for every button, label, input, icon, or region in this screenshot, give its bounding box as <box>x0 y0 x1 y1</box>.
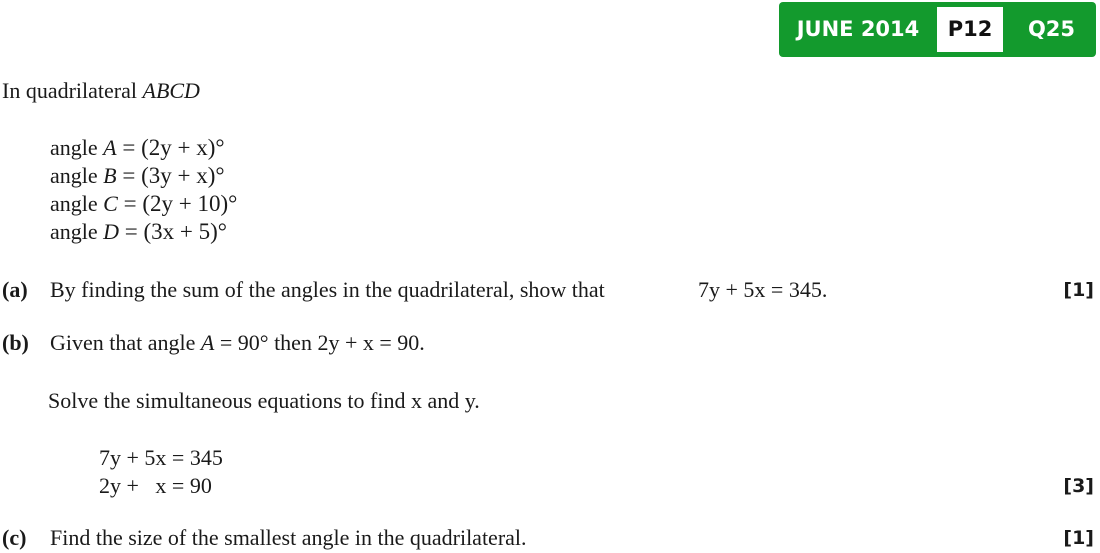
part-b-equation-1: 7y + 5x = 345 <box>99 445 223 470</box>
intro-prefix: In quadrilateral <box>2 78 143 103</box>
part-b-instruction: Solve the simultaneous equations to find x and y. <box>48 388 480 413</box>
angle-vertex: C <box>103 191 118 216</box>
part-b-condition: = 90° then 2y + x = 90. <box>214 330 425 355</box>
angle-expression: = (3x + 5)° <box>119 219 228 244</box>
angle-expression: = (2y + x)° <box>116 135 225 160</box>
part-c-label: (c) <box>2 525 27 550</box>
part-b-vertex: A <box>200 330 215 355</box>
angle-label: angle <box>50 135 104 160</box>
angle-row-b <box>50 163 225 189</box>
intro-text <box>2 78 200 104</box>
part-b-given-text: Given that angle <box>50 330 201 355</box>
angle-expression: = (3y + x)° <box>116 163 225 188</box>
intro-shape-name: ABCD <box>142 78 200 103</box>
angle-expression: = (2y + 10)° <box>117 191 238 216</box>
angle-label: angle <box>50 163 104 188</box>
part-b-given <box>50 330 425 356</box>
part-c-marks: [1] <box>1063 527 1094 549</box>
part-c-text: Find the size of the smallest angle in the quadrilateral. <box>50 525 527 550</box>
exam-date-label: JUNE 2014 <box>796 17 920 41</box>
part-b-equation-2: 2y + x = 90 <box>99 473 212 498</box>
angle-row-d <box>50 219 227 245</box>
angle-row-c <box>50 191 237 217</box>
paper-number-label: P12 <box>937 7 1003 52</box>
question-number-label: Q25 <box>1027 17 1076 41</box>
question-reference-badge <box>779 2 1096 57</box>
angle-row-a <box>50 135 225 161</box>
angle-label: angle <box>50 191 104 216</box>
angle-vertex: D <box>103 219 120 244</box>
angle-vertex: B <box>103 163 117 188</box>
part-a-equation: 7y + 5x = 345. <box>698 277 828 302</box>
part-b-marks: [3] <box>1063 475 1094 497</box>
part-a-text: By finding the sum of the angles in the quadrilateral, show that <box>50 277 605 302</box>
part-a-marks: [1] <box>1063 279 1094 301</box>
part-b-label: (b) <box>2 330 29 355</box>
angle-vertex: A <box>103 135 117 160</box>
part-a-label: (a) <box>2 277 28 302</box>
angle-label: angle <box>50 219 104 244</box>
